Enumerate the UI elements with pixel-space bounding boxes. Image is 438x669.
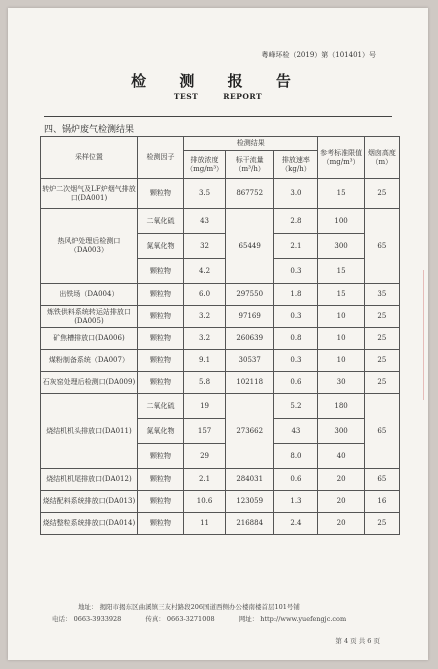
cell-position: 石灰窑处理后检测口(DA009) (41, 372, 138, 394)
cell-rate: 1.3 (274, 491, 318, 513)
table-row (41, 179, 400, 209)
cell-factor: 二氧化硫 (137, 394, 183, 419)
cell-position: 烧结机机头排放口(DA011) (41, 394, 138, 469)
cell-concentration: 6.0 (184, 284, 226, 306)
cell-limit: 40 (318, 444, 364, 469)
cell-rate: 2.4 (274, 513, 318, 535)
cell-limit: 15 (318, 284, 364, 306)
cell-limit: 20 (318, 513, 364, 535)
cell-limit: 15 (318, 179, 364, 209)
page-number: 第 4 页 共 6 页 (335, 637, 380, 645)
cell-rate: 1.8 (274, 284, 318, 306)
cell-limit: 300 (318, 419, 364, 444)
col-header-rate: 排放速率（kg/h） (274, 151, 318, 179)
seal-edge (423, 270, 438, 400)
cell-limit: 15 (318, 259, 364, 284)
col-header-flow: 标干流量（m³/h） (225, 151, 273, 179)
cell-stack-height: 25 (364, 513, 399, 535)
cell-factor: 颗粒物 (137, 328, 183, 350)
cell-flow: 102118 (225, 372, 273, 394)
cell-factor: 氮氧化物 (137, 234, 183, 259)
cell-position: 炼铁供料系统转运站排放口(DA005) (41, 306, 138, 328)
report-subtitle: TEST REPORT (173, 92, 263, 101)
cell-concentration: 29 (184, 444, 226, 469)
footer-website: 网址： http://www.yuefengjc.com (238, 615, 347, 623)
cell-concentration: 19 (184, 394, 226, 419)
cell-flow: 867752 (225, 179, 273, 209)
cell-factor: 颗粒物 (137, 444, 183, 469)
cell-limit: 300 (318, 234, 364, 259)
cell-factor: 氮氧化物 (137, 419, 183, 444)
cell-stack-height: 25 (364, 179, 399, 209)
cell-flow: 297550 (225, 284, 273, 306)
cell-position: 热风炉处理后检测口（DA003） (41, 209, 138, 284)
cell-stack-height: 65 (364, 394, 399, 469)
section-title: 四、锅炉废气检测结果 (44, 125, 135, 135)
table-row (41, 209, 400, 234)
report-title: 检 测 报 告 (131, 72, 305, 90)
table-body (41, 179, 400, 535)
cell-rate: 43 (274, 419, 318, 444)
cell-concentration: 5.8 (184, 372, 226, 394)
cell-stack-height: 25 (364, 306, 399, 328)
cell-position: 烧结整粒系统排放口(DA014) (41, 513, 138, 535)
footer-phone: 电话： 0663-3933928 (52, 615, 122, 623)
table-row (41, 284, 400, 306)
col-header-factor: 检测因子 (137, 137, 183, 179)
cell-rate: 0.6 (274, 469, 318, 491)
cell-factor: 颗粒物 (137, 179, 183, 209)
cell-stack-height: 25 (364, 328, 399, 350)
emission-results-table (40, 136, 400, 535)
cell-flow: 123059 (225, 491, 273, 513)
cell-rate: 0.3 (274, 259, 318, 284)
cell-concentration: 9.1 (184, 350, 226, 372)
cell-concentration: 3.2 (184, 306, 226, 328)
cell-position: 转炉二次烟气及LF炉烟气排放口(DA001) (41, 179, 138, 209)
col-header-stack-height: 烟囱高度（m） (364, 137, 399, 179)
cell-factor: 二氧化硫 (137, 209, 183, 234)
cell-flow: 97169 (225, 306, 273, 328)
table-row (41, 469, 400, 491)
cell-rate: 0.8 (274, 328, 318, 350)
cell-limit: 20 (318, 491, 364, 513)
cell-limit: 180 (318, 394, 364, 419)
report-number: 粤峰环检（2019）第（101401）号 (261, 51, 376, 59)
col-header-results: 检测结果 (184, 137, 318, 151)
table-row (41, 328, 400, 350)
cell-limit: 100 (318, 209, 364, 234)
cell-concentration: 10.6 (184, 491, 226, 513)
cell-stack-height: 25 (364, 350, 399, 372)
cell-stack-height: 25 (364, 372, 399, 394)
cell-flow: 65449 (225, 209, 273, 284)
cell-limit: 20 (318, 469, 364, 491)
cell-factor: 颗粒物 (137, 372, 183, 394)
footer-fax: 传真： 0663-3271008 (145, 615, 215, 623)
cell-concentration: 11 (184, 513, 226, 535)
cell-stack-height: 65 (364, 469, 399, 491)
col-header-position: 采样位置 (41, 137, 138, 179)
table-row (41, 491, 400, 513)
cell-factor: 颗粒物 (137, 491, 183, 513)
cell-concentration: 32 (184, 234, 226, 259)
cell-stack-height: 16 (364, 491, 399, 513)
cell-stack-height: 65 (364, 209, 399, 284)
cell-limit: 10 (318, 328, 364, 350)
cell-flow: 216884 (225, 513, 273, 535)
table-row (41, 372, 400, 394)
cell-concentration: 2.1 (184, 469, 226, 491)
table-row (41, 513, 400, 535)
cell-factor: 颗粒物 (137, 469, 183, 491)
cell-flow: 284031 (225, 469, 273, 491)
cell-rate: 2.1 (274, 234, 318, 259)
cell-factor: 颗粒物 (137, 259, 183, 284)
cell-position: 烧结机机尾排放口(DA012) (41, 469, 138, 491)
cell-rate: 2.8 (274, 209, 318, 234)
cell-concentration: 3.5 (184, 179, 226, 209)
cell-concentration: 3.2 (184, 328, 226, 350)
cell-concentration: 157 (184, 419, 226, 444)
cell-factor: 颗粒物 (137, 284, 183, 306)
report-page (8, 8, 428, 660)
header-divider (44, 116, 392, 117)
cell-factor: 颗粒物 (137, 350, 183, 372)
cell-stack-height: 35 (364, 284, 399, 306)
cell-rate: 5.2 (274, 394, 318, 419)
col-header-limit: 参考标准限值（mg/m³） (318, 137, 364, 179)
cell-flow: 260639 (225, 328, 273, 350)
cell-rate: 8.0 (274, 444, 318, 469)
cell-concentration: 4.2 (184, 259, 226, 284)
cell-position: 煤粉制备系统（DA007） (41, 350, 138, 372)
cell-factor: 颗粒物 (137, 306, 183, 328)
cell-rate: 0.6 (274, 372, 318, 394)
cell-flow: 30537 (225, 350, 273, 372)
cell-limit: 10 (318, 306, 364, 328)
cell-position: 烧结配料系统排放口(DA013) (41, 491, 138, 513)
cell-limit: 10 (318, 350, 364, 372)
cell-limit: 30 (318, 372, 364, 394)
cell-rate: 3.0 (274, 179, 318, 209)
footer-contact (52, 614, 398, 623)
cell-concentration: 43 (184, 209, 226, 234)
cell-rate: 0.3 (274, 350, 318, 372)
cell-rate: 0.3 (274, 306, 318, 328)
footer-address: 地址： 揭阳市揭东区曲溪镇三友村路段206国道西侧办公楼南楼首层101号铺 (78, 603, 300, 611)
table-row (41, 306, 400, 328)
cell-position: 矿焦槽排放口(DA006) (41, 328, 138, 350)
table-row (41, 350, 400, 372)
cell-factor: 颗粒物 (137, 513, 183, 535)
table-row (41, 394, 400, 419)
col-header-concentration: 排放浓度（mg/m³） (184, 151, 226, 179)
cell-flow: 273662 (225, 394, 273, 469)
cell-position: 出铁场（DA004） (41, 284, 138, 306)
